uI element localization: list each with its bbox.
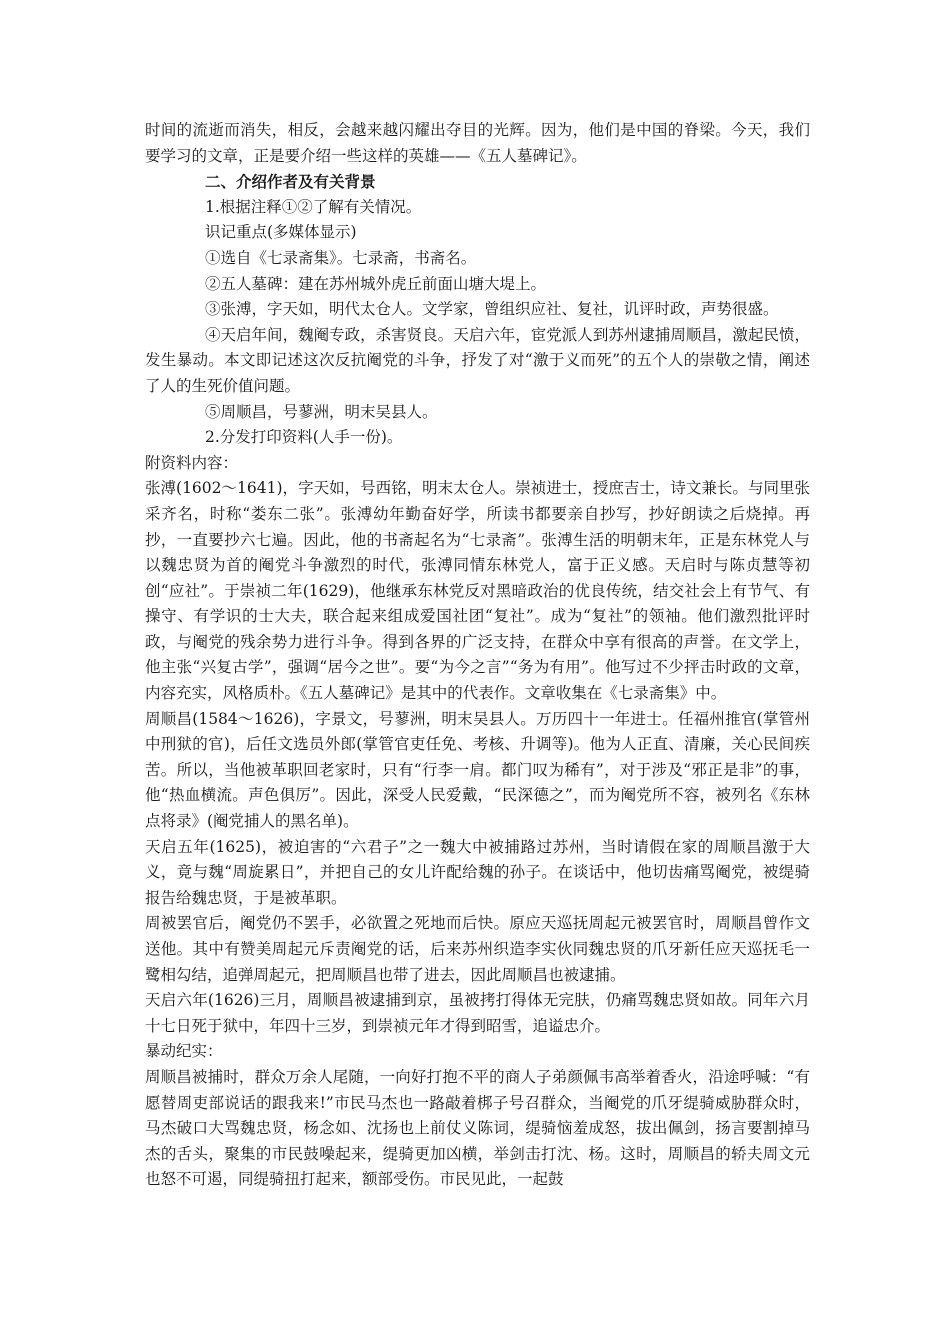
note-4-paragraph: ④天启年间，魏阉专政，杀害贤良。天启六年，宦党派人到苏州逮捕周顺昌，激起民愤，发生暴动。本文即记述这次反抗阉党的斗争，抒发了对“激于义而死”的五个人的崇敬之情，阐述了人的生死价值问题。 <box>145 325 810 395</box>
tianqi-five-paragraph: 天启五年(1625)，被迫害的“六君子”之一魏大中被捕路过苏州，当时请假在家的周顺昌激于大义，竟与魏“周旋累日”，并把自己的女儿许配给魏的孙子。在谈话中，他切齿痛骂阉党，被缇骑报告给魏忠贤，于是被革职。 <box>145 837 810 907</box>
document-body <box>145 118 810 1193</box>
dismissal-paragraph: 周被罢官后，阉党仍不罢手，必欲置之死地而后快。原应天巡抚周起元被罢官时，周顺昌曾作文送他。其中有赞美周起元斥责阉党的话，后来苏州织造李实伙同魏忠贤的爪牙新任应天巡抚毛一鹭相勾结，追弹周起元，把周顺昌也带了进去，因此周顺昌也被逮捕。 <box>145 914 810 984</box>
note-5-paragraph: ⑤周顺昌，号蓼洲，明末吴县人。 <box>205 402 438 421</box>
appendix-label: 附资料内容： <box>145 453 239 472</box>
step-2-paragraph: 2.分发打印资料(人手一份)。 <box>205 428 403 447</box>
uprising-paragraph: 周顺昌被捕时，群众万余人尾随，一向好打抱不平的商人子弟颜佩韦高举着香火，沿途呼喊：“有愿替周吏部说话的跟我来!”市民马杰也一路敲着梆子号召群众，当阉党的爪牙缇骑威胁群众时，马杰破口大骂魏忠贤，杨念如、沈扬也上前仗义陈词，缇骑恼羞成怒，拔出佩剑，扬言要割掉马杰的舌头，聚集的市民鼓噪起来，缇骑更加凶横，举剑击打沈、杨。这时，周顺昌的轿夫周文元也怒不可遏，同缇骑扭打起来，额部受伤。市民见此，一起鼓 <box>145 1067 810 1189</box>
key-points-label: 识记重点(多媒体显示) <box>205 223 357 242</box>
step-1-paragraph: 1.根据注释①②了解有关情况。 <box>205 197 422 216</box>
uprising-label: 暴动纪实： <box>145 1042 223 1061</box>
note-3-paragraph: ③张溥，字天如，明代太仓人。文学家，曾组织应社、复社，讥评时政，声势很盛。 <box>205 300 779 319</box>
intro-paragraph-continued: 时间的流逝而消失，相反，会越来越闪耀出夺目的光辉。因为，他们是中国的脊梁。今天，我们要学习的文章，正是要介绍一些这样的英雄——《五人墓碑记》。 <box>145 121 810 165</box>
zhou-shunchang-bio-paragraph: 周顺昌(1584～1626)，字景文，号蓼洲，明末吴县人。万历四十一年进士。任福州推官(掌管州中刑狱的官)，后任文选员外郎(掌管官吏任免、考核、升调等)。他为人正直、清廉，关心民间疾苦。所以，当他被革职回老家时，只有“行李一肩。都门叹为稀有”，对于涉及“邪正是非”的事，他“热血横流。声色俱厉”。因此，深受人民爱戴，“民深德之”，而为阉党所不容，被列名《东林点将录》(阉党捕人的黑名单)。 <box>145 709 810 831</box>
tianqi-six-paragraph: 天启六年(1626)三月，周顺昌被逮捕到京，虽被拷打得体无完肤，仍痛骂魏忠贤如故。同年六月十七日死于狱中，年四十三岁，到崇祯元年才得到昭雪，追谥忠介。 <box>145 991 810 1035</box>
note-2-paragraph: ②五人墓碑：建在苏州城外虎丘前面山塘大堤上。 <box>205 274 547 293</box>
zhang-pu-bio-paragraph: 张溥(1602～1641)，字天如，号西铭，明末太仓人。崇祯进士，授庶吉士，诗文兼长。与同里张采齐名，时称“娄东二张”。张溥幼年勤奋好学，所读书都要亲自抄写，抄好朗读之后烧掉。再抄，一直要抄六七遍。因此，他的书斋起名为“七录斋”。张溥生活的明朝末年，正是东林党人与以魏忠贤为首的阉党斗争激烈的时代，张溥同情东林党人，富于正义感。天启时与陈贞慧等初创“应社”。于崇祯二年(1629)，他继承东林党反对黑暗政治的优良传统，结交社会上有节气、有操守、有学识的士大夫，联合起来组成爱国社团“复社”。成为“复社”的领袖。他们激烈批评时政，与阉党的残余势力进行斗争。得到各界的广泛支持，在群众中享有很高的声誉。在文学上，他主张“兴复古学”，强调“居今之世”。要“为今之言”“务为有用”。他写过不少抨击时政的文章，内容充实，风格质朴。《五人墓碑记》是其中的代表作。文章收集在《七录斋集》中。 <box>145 479 810 703</box>
section-heading-author-background: 二、介绍作者及有关背景 <box>205 172 376 192</box>
note-1-paragraph: ①选自《七录斋集》。七录斋，书斋名。 <box>205 248 477 267</box>
